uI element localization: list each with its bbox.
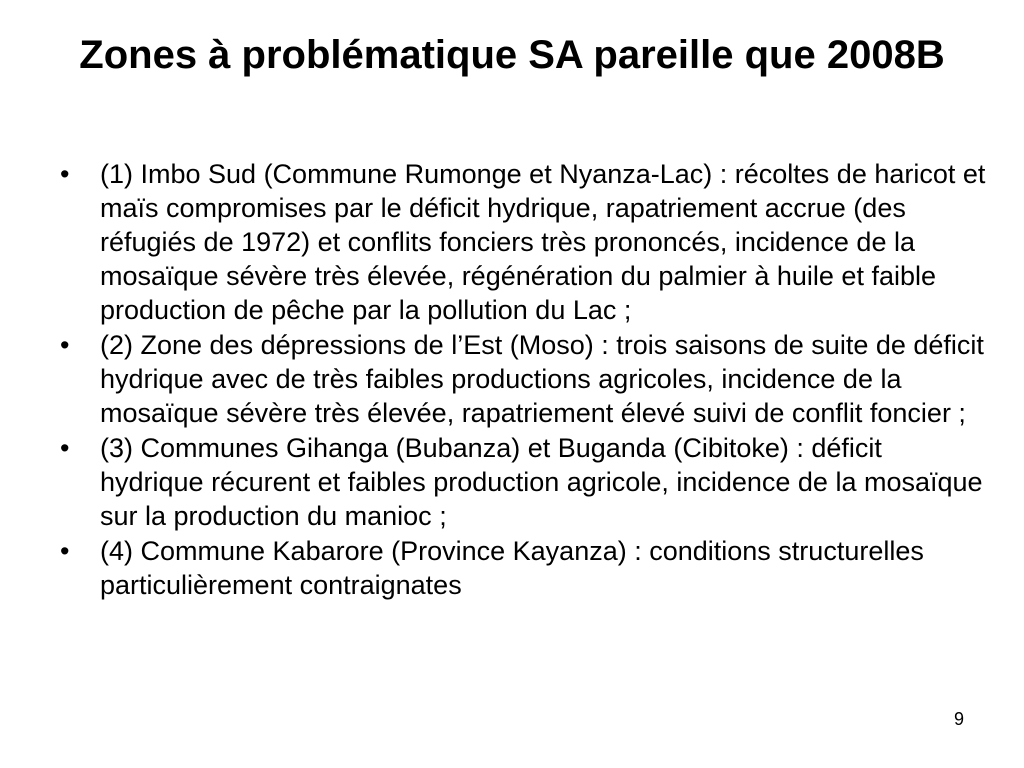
bullet-list [60,157,990,603]
bullet-text: (3) Communes Gihanga (Bubanza) et Buganda (Cibitoke) : déficit hydrique récurent et faibles production agricole, incidence de la mosaïque sur la production du manioc ; [100,433,983,531]
bullet-text: (2) Zone des dépressions de l’Est (Moso) : trois saisons de suite de déficit hydrique avec de très faibles productions agricoles, incidence de la mosaïque sévère très élevée, rapatriement élevé suivi de conflit foncier ; [100,330,984,428]
bullet-item [60,157,990,327]
bullet-icon: • [60,433,70,463]
bullet-item [60,431,990,533]
bullet-text: (4) Commune Kabarore (Province Kayanza) : conditions structurelles particulièrement contraignates [100,536,924,600]
bullet-icon: • [60,159,70,189]
bullet-icon: • [60,536,70,566]
bullet-item [60,534,990,602]
slide-title: Zones à problématique SA pareille que 2008B [79,33,945,77]
bullet-icon: • [60,330,70,360]
page-number: 9 [953,709,964,729]
bullet-text: (1) Imbo Sud (Commune Rumonge et Nyanza-Lac) : récoltes de haricot et maïs compromises par le déficit hydrique, rapatriement accrue (des réfugiés de 1972) et conflits fonciers très prononcés, incidence de la mosaïque sévère très élevée, régénération du palmier à huile et faible production de pêche par la pollution du Lac ; [100,159,986,325]
bullet-item [60,328,990,430]
